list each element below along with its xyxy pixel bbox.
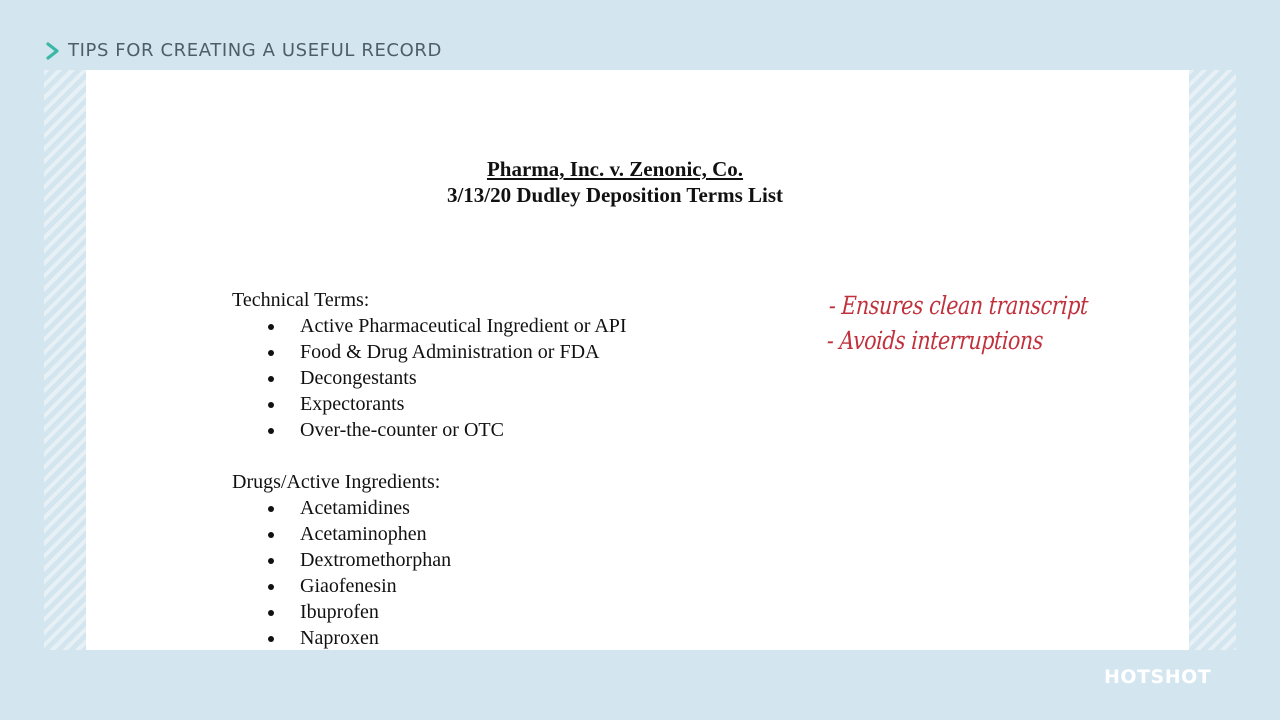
list-item (232, 365, 627, 391)
bullet-icon (268, 532, 274, 538)
section-technical-terms (232, 287, 627, 443)
document-page (86, 70, 1189, 650)
list-item (232, 625, 451, 650)
bullet-icon (268, 428, 274, 434)
hatch-decoration-left (44, 70, 86, 650)
document-subtitle: 3/13/20 Dudley Deposition Terms List (446, 183, 784, 207)
list-item-text: Food & Drug Administration or FDA (300, 341, 600, 363)
hatch-decoration-right (1189, 70, 1236, 650)
list-item (232, 521, 451, 547)
document-title (86, 156, 1144, 208)
list-item (232, 417, 627, 443)
list-item-text: Acetaminophen (300, 523, 427, 545)
list-item-text: Ibuprofen (300, 601, 379, 623)
handwritten-annotation (826, 288, 1089, 358)
section-heading: Drugs/Active Ingredients: (232, 471, 441, 493)
term-list (232, 495, 451, 650)
section-heading: Technical Terms: (232, 289, 370, 311)
bullet-icon (268, 350, 274, 356)
bullet-icon (268, 324, 274, 330)
bullet-icon (268, 558, 274, 564)
annotation-line: - Ensures clean transcript (828, 291, 1089, 320)
list-item (232, 495, 451, 521)
annotation-line: - Avoids interruptions (826, 326, 1044, 355)
brand-logo: HOTSHOT (1104, 666, 1212, 688)
list-item (232, 339, 627, 365)
list-item (232, 391, 627, 417)
list-item (232, 313, 627, 339)
slide-title: TIPS FOR CREATING A USEFUL RECORD (68, 40, 442, 61)
list-item-text: Dextromethorphan (300, 549, 452, 571)
list-item (232, 547, 451, 573)
list-item-text: Giaofenesin (300, 575, 397, 597)
list-item-text: Acetamidines (300, 497, 410, 519)
list-item (232, 599, 451, 625)
bullet-icon (268, 506, 274, 512)
list-item-text: Active Pharmaceutical Ingredient or API (300, 315, 627, 337)
list-item-text: Expectorants (300, 393, 405, 415)
chevron-right-icon (44, 41, 62, 61)
section-drugs-active-ingredients (232, 469, 451, 650)
list-item-text: Naproxen (300, 627, 379, 649)
bullet-icon (268, 402, 274, 408)
bullet-icon (268, 610, 274, 616)
term-list (232, 313, 627, 443)
bullet-icon (268, 376, 274, 382)
list-item-text: Over-the-counter or OTC (300, 419, 504, 441)
bullet-icon (268, 636, 274, 642)
slide-header (44, 38, 442, 64)
list-item (232, 573, 451, 599)
bullet-icon (268, 584, 274, 590)
list-item-text: Decongestants (300, 367, 417, 389)
case-caption: Pharma, Inc. v. Zenonic, Co. (486, 157, 744, 181)
